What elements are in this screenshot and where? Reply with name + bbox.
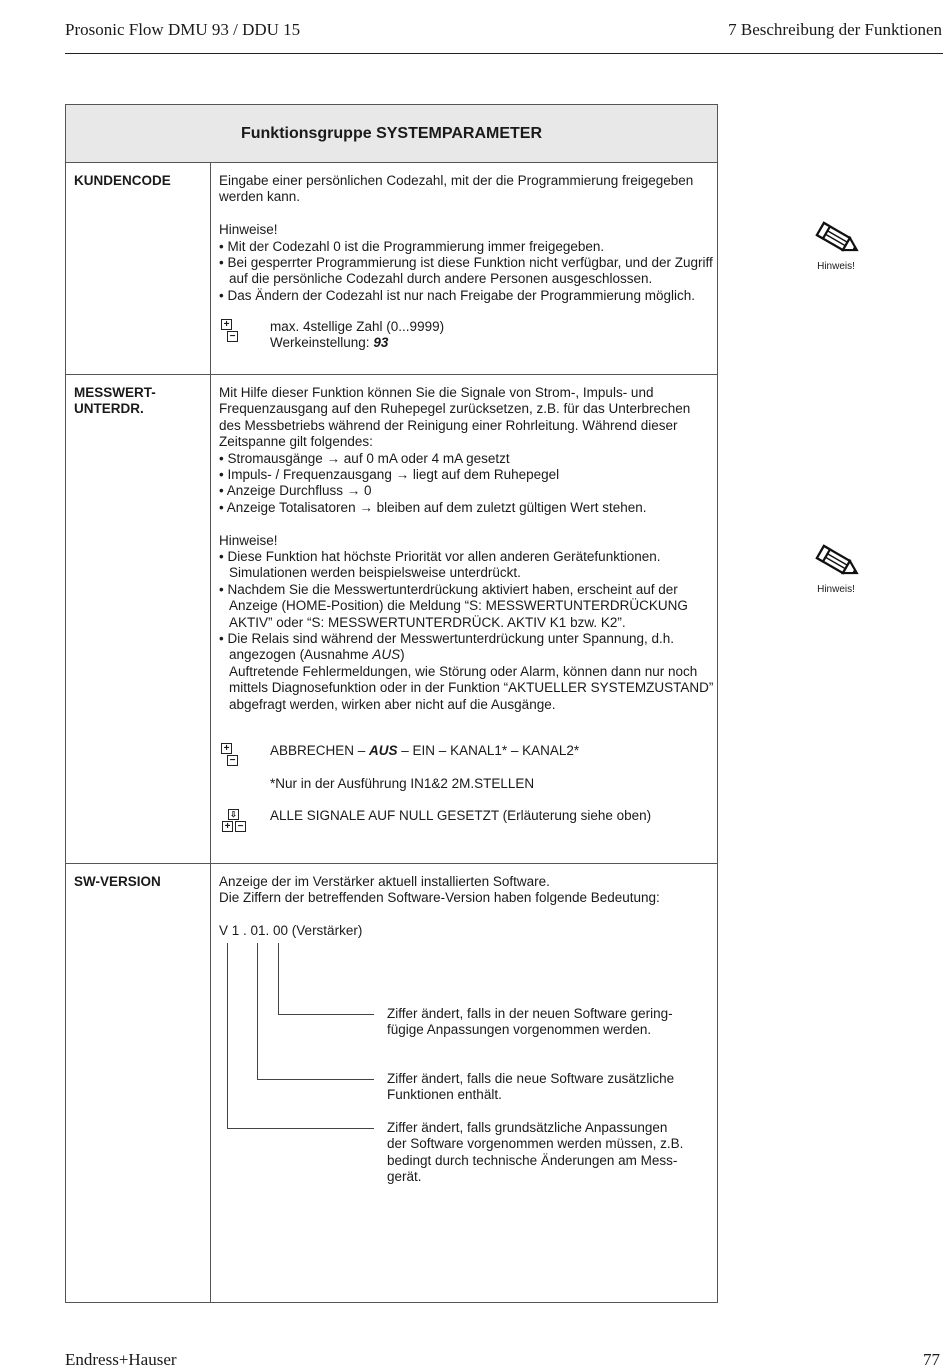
column-divider: [210, 162, 211, 1302]
row-text-kundencode: [219, 173, 714, 304]
intro: Eingabe einer persönlichen Codezahl, mit der die Programmierung freigegeben werden kann.: [219, 173, 694, 205]
bullet: • Bei gesperrter Programmierung ist diese Funktion nicht verfügbar, und der Zugriff auf die persönliche Codezahl durch andere Personen ausgeschlossen.: [219, 255, 713, 287]
running-header-chapter: 7 Beschreibung der Funktionen: [728, 20, 942, 39]
function-table: [65, 104, 718, 1303]
factory-setting: Werkeinstellung: 93: [270, 335, 389, 350]
page-number: 77: [923, 1350, 940, 1369]
callout-line: [257, 943, 258, 1079]
annotation-minor: Ziffer ändert, falls in der neuen Software gering-fügige Anpassungen vorgenommen werden.: [387, 1006, 673, 1038]
options-list: ABBRECHEN – AUS – EIN – KANAL1* – KANAL2*: [270, 743, 580, 758]
hint-label: Hinweis!: [817, 584, 855, 595]
intro: Mit Hilfe dieser Funktion können Sie die Signale von Strom-, Impuls- und Frequenzausgang auf den Ruhepegel zurücksetzen, z.B. für das Unterbrechen des Messbetriebs während der Reinigung einer Rohrleitung. Während dieser Zeitspanne gilt folgendes:: [219, 385, 691, 450]
callout-line: [257, 1079, 374, 1080]
three-keys-icon: ⇩ + −: [221, 809, 251, 837]
callout-line: [227, 943, 228, 1128]
bullet: • Das Ändern der Codezahl ist nur nach Freigabe der Programmierung möglich.: [219, 287, 695, 303]
bullet: • Anzeige Totalisatoren → bleiben auf dem zuletzt gültigen Wert stehen.: [219, 499, 647, 515]
hint-marker: [808, 218, 864, 272]
options-footnote: *Nur in der Ausführung IN1&2 2M.STELLEN: [270, 776, 535, 791]
annotation-major: Ziffer ändert, falls grundsätzliche Anpassungen der Software vorgenommen werden müssen, z.B. bedingt durch technische Änderungen am Mess-gerät.: [387, 1120, 684, 1185]
note-title: Hinweise!: [219, 532, 278, 548]
callout-line: [227, 1128, 374, 1129]
all-signals-option: ALLE SIGNALE AUF NULL GESETZT (Erläuterung siehe oben): [270, 808, 652, 823]
note-title: Hinweise!: [219, 222, 278, 238]
bullet: • Mit der Codezahl 0 ist die Programmierung immer freigegeben.: [219, 238, 605, 254]
row-name-sw-version: SW-VERSION: [74, 874, 161, 889]
hint-marker: [808, 541, 864, 595]
bullet: • Die Relais sind während der Messwertunterdrückung unter Spannung, d.h. angezogen (Ausnahme AUS): [219, 631, 674, 663]
row-text-sw-version: [219, 874, 714, 940]
pencil-icon: [810, 541, 862, 581]
header-rule: [65, 53, 943, 54]
annotation-feature: Ziffer ändert, falls die neue Software zusätzliche Funktionen enthält.: [387, 1071, 675, 1103]
row-divider: [66, 863, 717, 864]
input-range: max. 4stellige Zahl (0...9999): [270, 319, 445, 334]
bullet: • Anzeige Durchfluss → 0: [219, 483, 372, 499]
callout-line: [278, 943, 279, 1014]
row-divider: [66, 374, 717, 375]
table-title: Funktionsgruppe SYSTEMPARAMETER: [66, 105, 717, 163]
row-name-messwert-unterdr: MESSWERT- UNTERDR.: [74, 385, 156, 417]
pencil-icon: [810, 218, 862, 258]
running-header-title: Prosonic Flow DMU 93 / DDU 15: [65, 20, 301, 39]
footer-brand: Endress+Hauser: [65, 1350, 177, 1369]
key-icon: ⇩: [228, 809, 239, 820]
bullet: • Impuls- / Frequenzausgang → liegt auf dem Ruhepegel: [219, 467, 560, 483]
callout-line: [278, 1014, 374, 1015]
bullet: • Diese Funktion hat höchste Priorität vor allen anderen Gerätefunktionen. Simulationen werden beispielsweise unterdrückt.: [219, 549, 661, 581]
description-line: Anzeige der im Verstärker aktuell installierten Software.: [219, 874, 550, 889]
note-continuation: Auftretende Fehlermeldungen, wie Störung oder Alarm, können dann nur noch mittels Diagnosefunktion oder in der Funktion “AKTUELLER SYSTEMZUSTAND” abgefragt werden, wirken aber nicht auf die Ausgänge.: [229, 663, 714, 712]
description-line: Die Ziffern der betreffenden Software-Version haben folgende Bedeutung:: [219, 890, 660, 906]
row-name-kundencode: KUNDENCODE: [74, 173, 171, 188]
bullet: • Nachdem Sie die Messwertunterdrückung aktiviert haben, erscheint auf der Anzeige (HOME-Position) die Meldung “S: MESSWERTUNTERDRÜCKUNG AKTIV” oder “S: MESSWERTUNTERDRÜCK. AKTIV K1 bzw. K2”.: [219, 581, 688, 630]
plus-minus-keys-icon: + −: [221, 319, 241, 347]
row-text-messwert-unterdr: [219, 385, 714, 713]
bullet: • Stromausgänge → auf 0 mA oder 4 mA gesetzt: [219, 450, 510, 466]
version-string: V 1 . 01. 00 (Verstärker): [219, 923, 363, 939]
plus-minus-keys-icon: + −: [221, 743, 241, 771]
hint-label: Hinweis!: [817, 261, 855, 272]
